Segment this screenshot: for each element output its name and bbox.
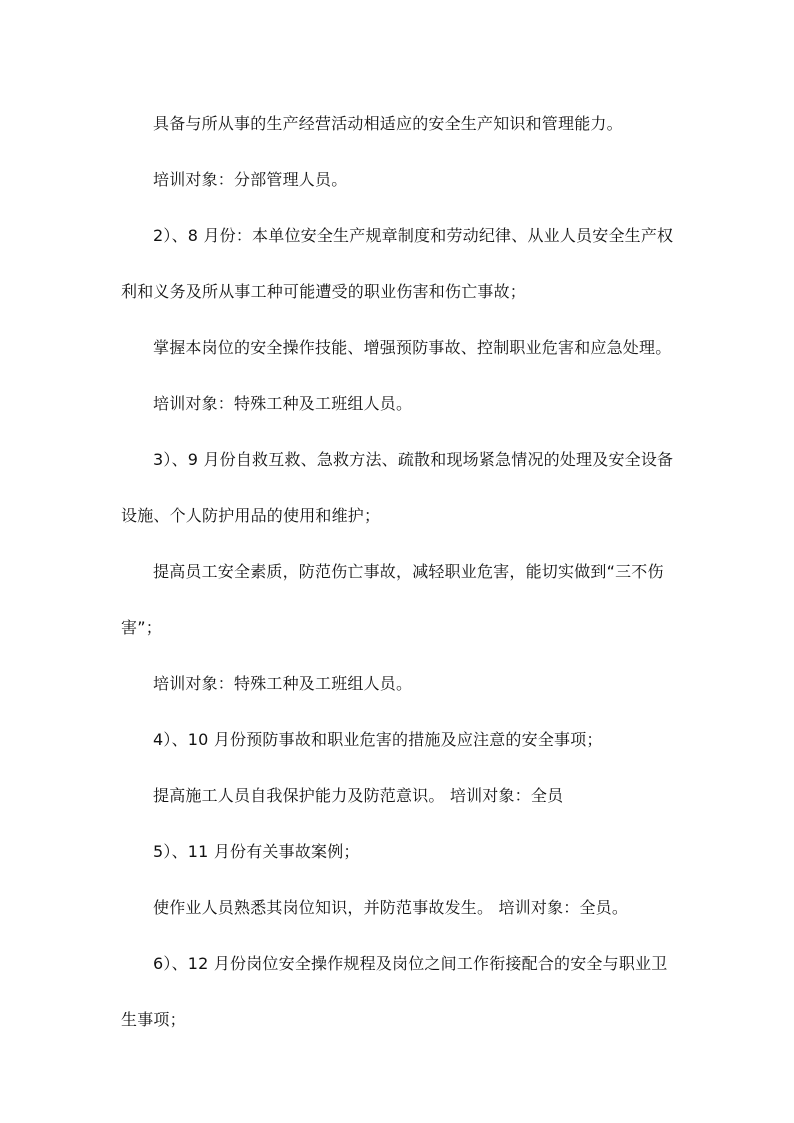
paragraph-8: 培训对象：特殊工种及工班组人员。 — [153, 674, 413, 693]
paragraph-1: 具备与所从事的生产经营活动相适应的安全生产知识和管理能力。 — [153, 114, 623, 133]
paragraph-3: 2）、8 月份：本单位安全生产规章制度和劳动纪律、从业人员安全生产权利和义务及所从事工种可能遭受的职业伤害和伤亡事故； — [121, 226, 674, 301]
paragraph-4: 掌握本岗位的安全操作技能、增强预防事故、控制职业危害和应急处理。 — [153, 338, 672, 357]
paragraph-13: 6）、12 月份岗位安全操作规程及岗位之间工作衔接配合的安全与职业卫生事项； — [121, 954, 668, 1029]
paragraph-6: 3）、9 月份自救互救、急救方法、疏散和现场紧急情况的处理及安全设备设施、个人防护用品的使用和维护； — [121, 450, 674, 525]
paragraph-10: 提高施工人员自我保护能力及防范意识。 培训对象：全员 — [153, 786, 564, 805]
paragraph-7: 提高员工安全素质，防范伤亡事故，减轻职业危害，能切实做到“三不伤害”； — [121, 562, 664, 637]
paragraph-11: 5）、11 月份有关事故案例； — [153, 842, 360, 861]
document-body — [121, 96, 677, 1048]
paragraph-9: 4）、10 月份预防事故和职业危害的措施及应注意的安全事项； — [153, 730, 603, 749]
paragraph-2: 培训对象：分部管理人员。 — [153, 170, 348, 189]
paragraph-12: 使作业人员熟悉其岗位知识，并防范事故发生。 培训对象：全员。 — [153, 898, 629, 917]
paragraph-5: 培训对象：特殊工种及工班组人员。 — [153, 394, 413, 413]
